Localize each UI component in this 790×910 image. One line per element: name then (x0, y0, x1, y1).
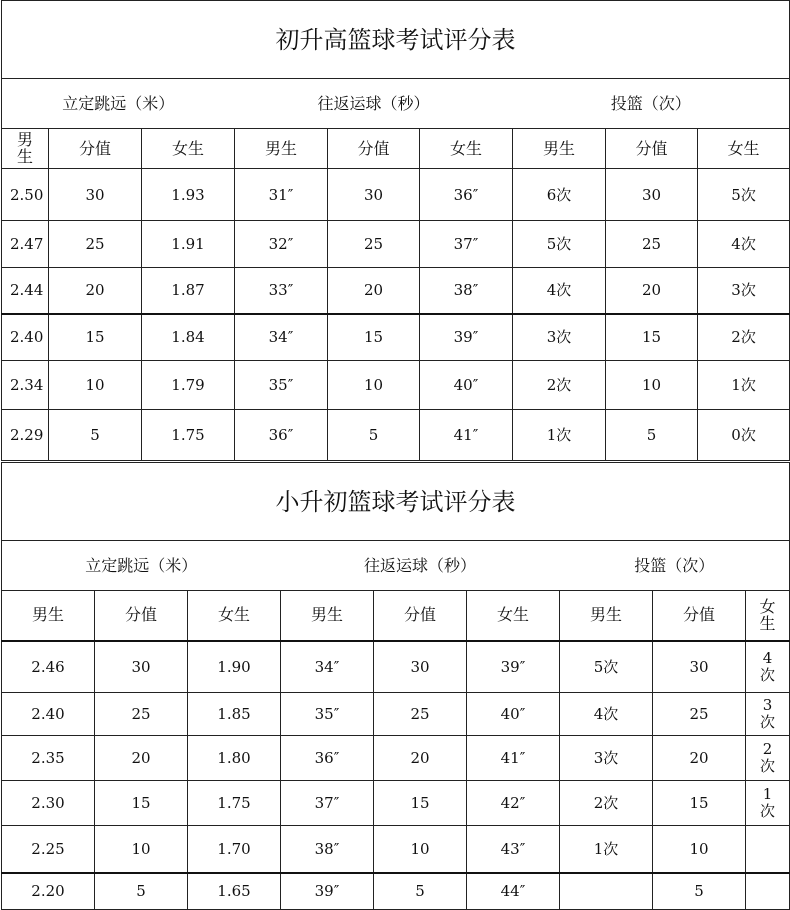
column-header-label: 分值 (635, 138, 668, 158)
table-cell (95, 641, 188, 693)
cell-value: 10 (363, 376, 384, 394)
column-header-label: 女生 (217, 605, 250, 625)
table-cell (235, 169, 328, 221)
table-cell (746, 641, 790, 693)
table-cell (560, 781, 653, 826)
cell-value: 5 (90, 426, 100, 444)
cell-value: 36″ (314, 749, 340, 767)
table-cell (467, 781, 560, 826)
table-cell (513, 314, 606, 361)
cell-value: 38″ (314, 839, 340, 858)
cell-value: 15 (689, 794, 709, 812)
cell-value: 10 (131, 839, 151, 858)
cell-value: 5次 (546, 235, 572, 253)
column-header (235, 129, 328, 169)
column-header (746, 591, 790, 641)
table-cell (374, 641, 467, 693)
cell-value: 15 (641, 328, 662, 347)
table-cell (374, 826, 467, 873)
table-cell (420, 268, 513, 314)
table-cell (467, 641, 560, 693)
table-row (2, 221, 790, 268)
table-cell (746, 873, 790, 910)
table-cell (235, 221, 328, 268)
cell-value: 41″ (453, 426, 479, 444)
category-dribble: 往返运球（秒） (281, 541, 560, 591)
table-cell (95, 781, 188, 826)
table-cell (188, 873, 281, 910)
table-cell (235, 410, 328, 461)
table-cell (142, 361, 235, 410)
table-cell (513, 169, 606, 221)
table-cell (606, 268, 698, 314)
table-row (2, 781, 790, 826)
table-cell (2, 736, 95, 781)
cell-value: 1.75 (171, 426, 205, 444)
cell-value: 25 (363, 235, 384, 253)
cell-value: 2.34 (10, 376, 44, 394)
cell-value: 34″ (314, 657, 340, 676)
table-cell (606, 410, 698, 461)
cell-value: 2.40 (10, 328, 44, 347)
table-cell (467, 826, 560, 873)
table-cell (467, 873, 560, 910)
category-dribble: 往返运球（秒） (235, 79, 513, 129)
cell-value: 1.79 (171, 376, 205, 394)
column-header (374, 591, 467, 641)
cell-value: 15 (85, 328, 105, 347)
cell-value: 2.30 (31, 794, 65, 812)
table-cell (2, 314, 49, 361)
table-cell (2, 410, 49, 461)
cell-value: 5 (415, 882, 425, 901)
cell-value: 34″ (268, 328, 294, 347)
table-cell (328, 268, 420, 314)
table-cell (746, 781, 790, 826)
cell-value: 2.47 (10, 235, 44, 253)
table-cell (142, 314, 235, 361)
table-cell (328, 221, 420, 268)
cell-value: 2.50 (10, 185, 44, 204)
table-cell (746, 826, 790, 873)
cell-value: 0次 (731, 426, 756, 444)
cell-value: 10 (689, 839, 709, 858)
cell-value: 1.91 (171, 235, 205, 253)
cell-value: 25 (641, 235, 662, 253)
column-header-label: 男生 (589, 605, 622, 625)
table-cell (653, 641, 746, 693)
table-cell (2, 641, 95, 693)
cell-value: 25 (85, 235, 105, 253)
table-title: 小升初篮球考试评分表 (2, 463, 790, 541)
table-cell (374, 693, 467, 736)
table-cell (560, 873, 653, 910)
column-header-label: 女生 (727, 138, 760, 158)
cell-value: 20 (131, 749, 151, 767)
table-cell (467, 736, 560, 781)
table-cell (2, 221, 49, 268)
cell-value: 32″ (268, 235, 294, 253)
table-cell (653, 736, 746, 781)
table-cell (49, 410, 142, 461)
cell-value: 1.90 (217, 657, 251, 676)
table-row (2, 410, 790, 461)
cell-value: 5 (136, 882, 146, 901)
table-cell (698, 361, 790, 410)
column-header-label: 分值 (357, 138, 390, 158)
cell-value: 25 (410, 705, 430, 723)
cell-value: 36″ (453, 185, 479, 204)
table-cell (513, 410, 606, 461)
cell-value: 30 (85, 185, 105, 204)
cell-value: 36″ (268, 426, 294, 444)
cell-value: 2次 (593, 794, 619, 812)
cell-value: 33″ (268, 281, 294, 300)
table-row (2, 826, 790, 873)
score-table-senior (1, 0, 790, 461)
table-cell (2, 169, 49, 221)
cell-value: 3次 (593, 749, 619, 767)
cell-value: 1.70 (217, 839, 251, 858)
table-cell (698, 221, 790, 268)
table-cell (142, 410, 235, 461)
column-header-label: 女生 (171, 138, 204, 158)
cell-value: 2次 (731, 328, 756, 347)
table-cell (606, 361, 698, 410)
table-cell (420, 221, 513, 268)
table-cell (328, 410, 420, 461)
table-cell (513, 361, 606, 410)
table-cell (235, 268, 328, 314)
table-title: 初升高篮球考试评分表 (2, 1, 790, 79)
cell-value: 3次 (546, 328, 572, 347)
table-cell (2, 873, 95, 910)
column-header (281, 591, 374, 641)
table-cell (420, 314, 513, 361)
table-cell (49, 169, 142, 221)
table-cell (420, 361, 513, 410)
table-cell (2, 781, 95, 826)
table-cell (281, 736, 374, 781)
table-cell (2, 693, 95, 736)
table-cell (513, 268, 606, 314)
cell-value: 37″ (453, 235, 479, 253)
column-header (653, 591, 746, 641)
table-cell (235, 314, 328, 361)
table-row (2, 693, 790, 736)
column-header (188, 591, 281, 641)
cell-value: 30 (131, 657, 151, 676)
cell-value: 39″ (500, 657, 526, 676)
cell-value: 20 (85, 281, 105, 300)
table-cell (188, 693, 281, 736)
table-cell (374, 736, 467, 781)
cell-value: 1.93 (171, 185, 205, 204)
column-header-label: 分值 (682, 605, 715, 625)
cell-value: 39″ (453, 328, 479, 347)
cell-value: 10 (641, 376, 662, 394)
category-long-jump: 立定跳远（米） (2, 79, 235, 129)
table-cell (235, 361, 328, 410)
table-cell (374, 873, 467, 910)
table-cell (560, 693, 653, 736)
table-cell (188, 641, 281, 693)
cell-value: 4次 (593, 705, 619, 723)
header-row (2, 591, 790, 641)
column-header (513, 129, 606, 169)
category-long-jump: 立定跳远（米） (2, 541, 281, 591)
category-shooting: 投篮（次） (560, 541, 790, 591)
table-cell (698, 169, 790, 221)
table-cell (281, 641, 374, 693)
cell-value: 4次 (546, 281, 572, 300)
cell-value: 5 (694, 882, 704, 901)
table-cell (188, 781, 281, 826)
table-cell (467, 693, 560, 736)
table-cell (49, 221, 142, 268)
cell-value: 31″ (268, 185, 294, 204)
cell-value: 43″ (500, 839, 526, 858)
cell-value: 1.75 (217, 794, 251, 812)
column-header-label: 男生 (310, 605, 343, 625)
cell-value: 2.25 (31, 839, 65, 858)
cell-value: 2.35 (31, 749, 65, 767)
table-row (2, 736, 790, 781)
table-cell (560, 641, 653, 693)
table-cell (328, 314, 420, 361)
score-table-junior (1, 462, 790, 910)
column-header (2, 591, 95, 641)
table-cell (513, 221, 606, 268)
cell-value: 1次 (760, 785, 776, 820)
cell-value: 1.87 (171, 281, 205, 300)
table-cell (2, 268, 49, 314)
table-cell (653, 781, 746, 826)
column-header-label: 分值 (403, 605, 436, 625)
column-header (142, 129, 235, 169)
cell-value: 1次 (731, 376, 756, 394)
table-cell (698, 314, 790, 361)
table-cell (420, 169, 513, 221)
cell-value: 2.29 (10, 426, 44, 444)
cell-value: 35″ (314, 705, 340, 723)
cell-value: 20 (410, 749, 430, 767)
table-cell (2, 361, 49, 410)
cell-value: 25 (131, 705, 151, 723)
cell-value: 2.40 (31, 705, 65, 723)
table-cell (746, 736, 790, 781)
header-row (2, 129, 790, 169)
table-cell (142, 221, 235, 268)
cell-value: 2.20 (31, 882, 65, 901)
cell-value: 30 (689, 657, 709, 676)
cell-value: 2次 (760, 740, 776, 775)
cell-value: 20 (363, 281, 384, 300)
column-header-label: 女生 (449, 138, 482, 158)
table-cell (606, 169, 698, 221)
cell-value: 5 (368, 426, 379, 444)
table-cell (142, 268, 235, 314)
cell-value: 15 (410, 794, 430, 812)
table-cell (653, 826, 746, 873)
cell-value: 2.46 (31, 657, 65, 676)
cell-value: 1.84 (171, 328, 205, 347)
table-cell (374, 781, 467, 826)
cell-value: 40″ (453, 376, 479, 394)
table-cell (2, 826, 95, 873)
table-row (2, 268, 790, 314)
table-cell (698, 410, 790, 461)
cell-value: 41″ (500, 749, 526, 767)
cell-value: 2次 (546, 376, 572, 394)
cell-value: 1次 (546, 426, 572, 444)
column-header (328, 129, 420, 169)
table-cell (328, 361, 420, 410)
cell-value: 20 (689, 749, 709, 767)
table-cell (49, 314, 142, 361)
column-header-label: 分值 (124, 605, 157, 625)
column-header-label: 男生 (264, 138, 297, 158)
cell-value: 42″ (500, 794, 526, 812)
cell-value: 30 (410, 657, 430, 676)
cell-value: 30 (641, 185, 662, 204)
table-cell (281, 873, 374, 910)
column-header (698, 129, 790, 169)
table-cell (420, 410, 513, 461)
table-cell (188, 736, 281, 781)
table-row (2, 169, 790, 221)
table-cell (560, 736, 653, 781)
table-cell (95, 826, 188, 873)
cell-value: 38″ (453, 281, 479, 300)
table-row (2, 873, 790, 910)
column-header (49, 129, 142, 169)
table-cell (653, 873, 746, 910)
column-header (606, 129, 698, 169)
table-row (2, 314, 790, 361)
column-header (95, 591, 188, 641)
table-cell (698, 268, 790, 314)
table-cell (653, 693, 746, 736)
cell-value: 35″ (268, 376, 294, 394)
column-header-label: 男生 (31, 605, 64, 625)
cell-value: 4次 (731, 235, 756, 253)
cell-value: 1.80 (217, 749, 251, 767)
table-cell (281, 781, 374, 826)
cell-value: 5次 (731, 185, 756, 204)
cell-value: 39″ (314, 882, 340, 901)
table-cell (281, 826, 374, 873)
cell-value: 5 (646, 426, 657, 444)
table-row (2, 641, 790, 693)
cell-value: 30 (363, 185, 384, 204)
cell-value: 3次 (731, 281, 756, 300)
cell-value: 1次 (593, 839, 619, 858)
table-cell (95, 873, 188, 910)
table-cell (606, 314, 698, 361)
cell-value: 10 (85, 376, 105, 394)
cell-value: 4次 (760, 648, 776, 684)
cell-value: 3次 (760, 696, 776, 731)
cell-value: 20 (641, 281, 662, 300)
cell-value: 10 (410, 839, 430, 858)
cell-value: 5次 (593, 657, 619, 676)
table-cell (49, 268, 142, 314)
cell-value: 1.85 (217, 705, 251, 723)
table-cell (606, 221, 698, 268)
table-cell (49, 361, 142, 410)
cell-value: 15 (363, 328, 384, 347)
column-header-label: 女生 (496, 605, 529, 625)
column-header-label: 女生 (759, 596, 776, 633)
column-header-label: 分值 (78, 138, 111, 158)
cell-value: 25 (689, 705, 709, 723)
cell-value: 44″ (500, 882, 526, 901)
column-header (2, 129, 49, 169)
cell-value: 40″ (500, 705, 526, 723)
table-cell (95, 693, 188, 736)
column-header-label: 男生 (542, 138, 575, 158)
column-header (560, 591, 653, 641)
table-cell (188, 826, 281, 873)
cell-value: 15 (131, 794, 151, 812)
cell-value: 1.65 (217, 882, 251, 901)
column-header-label: 男生 (17, 130, 34, 166)
table-cell (560, 826, 653, 873)
cell-value: 6次 (546, 185, 572, 204)
category-shooting: 投篮（次） (513, 79, 790, 129)
table-cell (328, 169, 420, 221)
table-row (2, 361, 790, 410)
table-cell (281, 693, 374, 736)
cell-value: 2.44 (10, 281, 44, 300)
table-cell (746, 693, 790, 736)
column-header (467, 591, 560, 641)
column-header (420, 129, 513, 169)
table-cell (142, 169, 235, 221)
table-cell (95, 736, 188, 781)
cell-value: 37″ (314, 794, 340, 812)
